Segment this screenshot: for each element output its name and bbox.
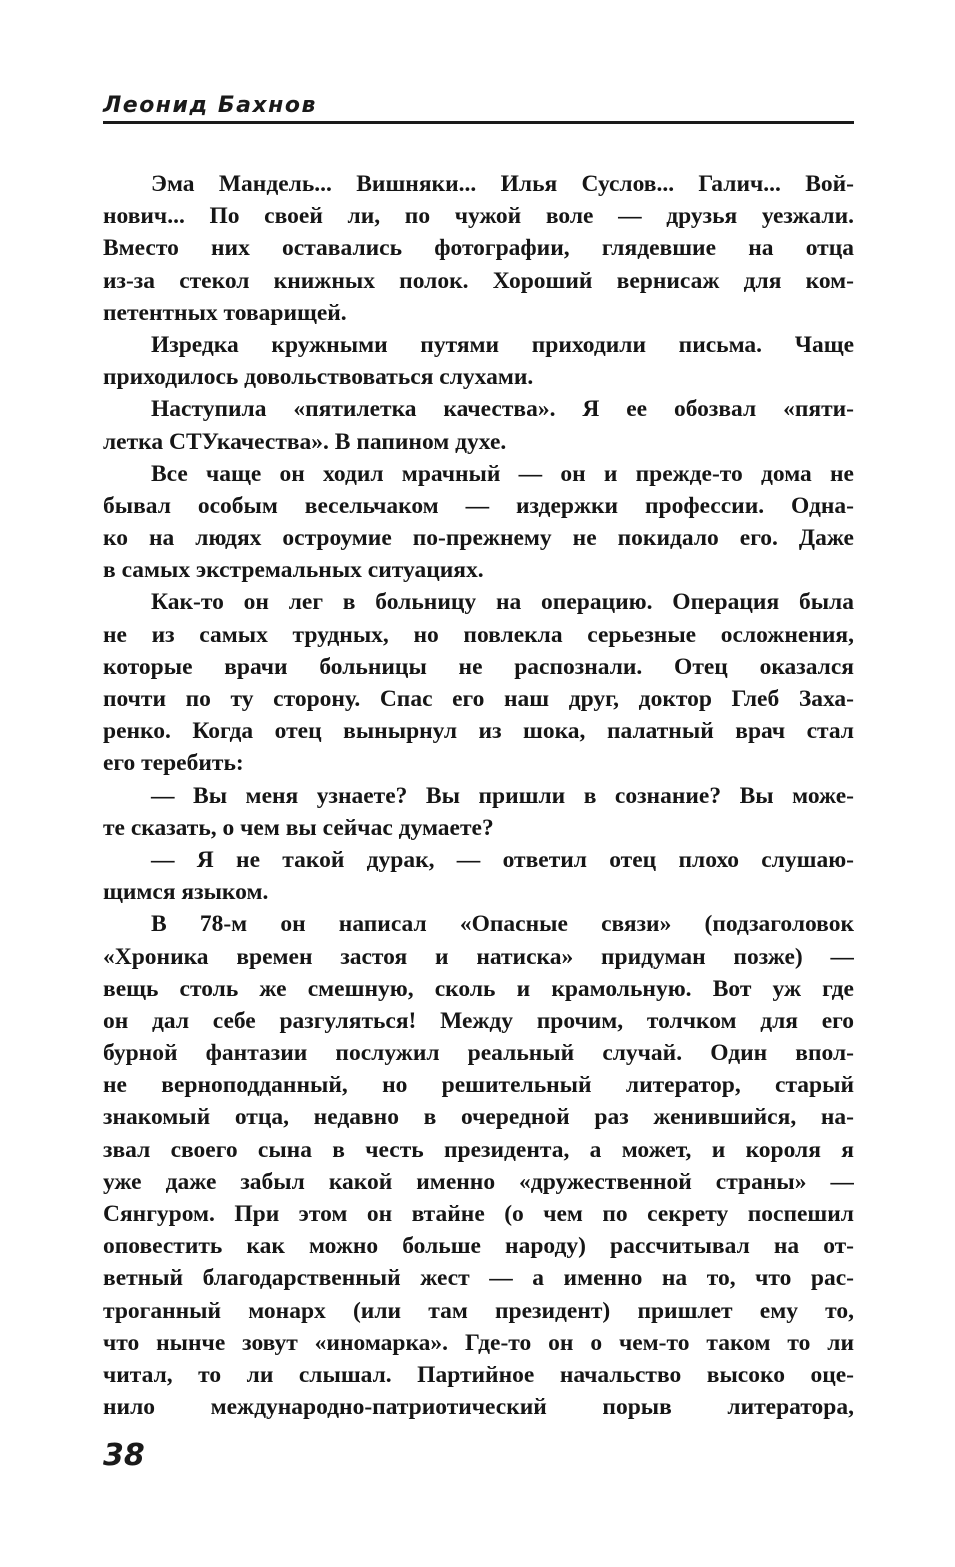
text-line: Вместо них оставались фотографии, глядевшие на отца <box>103 235 854 262</box>
text-line: Сянгуром. При этом он втайне (о чем по секрету поспешил <box>103 1201 854 1227</box>
running-head-author: Леонид Бахнов <box>103 93 317 118</box>
text-line: те сказать, о чем вы сейчас думаете? <box>103 814 494 841</box>
text-line: читал, то ли слышал. Партийное начальство высоко оце- <box>103 1361 854 1388</box>
text-line: ренко. Когда отец вынырнул из шока, палатный врач стал <box>103 718 854 745</box>
text-line: что нынче зовут «иномарка». Где-то он о чем-то таком то ли <box>103 1329 854 1356</box>
text-line: В 78-м он написал «Опасные связи» (подзаголовок <box>151 911 854 938</box>
text-line: «Хроника времен застоя и натиска» придуман позже) — <box>103 943 854 970</box>
text-line: — Вы меня узнаете? Вы пришли в сознание? Вы може- <box>151 782 854 809</box>
text-line: почти по ту сторону. Спас его наш друг, доктор Глеб Заха- <box>103 686 854 712</box>
page-number: 38 <box>103 1438 145 1473</box>
text-line: Все чаще он ходил мрачный — он и прежде-то дома не <box>151 460 854 487</box>
text-line: в самых экстремальных ситуациях. <box>103 557 484 584</box>
text-line: Как-то он лег в больницу на операцию. Операция была <box>151 589 854 616</box>
text-line: — Я не такой дурак, — ответил отец плохо слушаю- <box>151 846 854 873</box>
text-line: звал своего сына в честь президента, а может, и короля я <box>103 1136 854 1163</box>
text-line: Наступила «пятилетка качества». Я ее обозвал «пяти- <box>151 396 854 423</box>
header-rule <box>103 121 854 124</box>
text-line: которые врачи больницы не распознали. Отец оказался <box>103 653 854 680</box>
text-line: троганный монарх (или там президент) пришлет ему то, <box>103 1297 854 1324</box>
text-line: приходилось довольствоваться слухами. <box>103 364 534 391</box>
text-line: не из самых трудных, но повлекла серьезные осложнения, <box>103 621 854 648</box>
text-line: нович... По своей ли, по чужой воле — друзья уезжали. <box>103 203 854 230</box>
text-line: щимся языком. <box>103 879 269 906</box>
text-line: ко на людях остроумие по-прежнему не покидало его. Даже <box>103 525 854 552</box>
text-line: вещь столь же смешную, сколь и крамольную. Вот уж где <box>103 975 854 1002</box>
text-line: уже даже забыл какой именно «дружественной страны» — <box>103 1168 854 1195</box>
text-line: петентных товарищей. <box>103 299 347 326</box>
text-line: его теребить: <box>103 750 244 777</box>
text-line: бурной фантазии послужил реальный случай. Один впол- <box>103 1040 854 1067</box>
text-line: бывал особым весельчаком — издержки профессии. Одна- <box>103 492 854 519</box>
text-line: оповестить как можно больше народу) рассчитывал на от- <box>103 1233 854 1260</box>
body-text <box>103 168 854 1423</box>
text-line: Эма Мандель... Вишняки... Илья Суслов... Галич... Вой- <box>151 171 854 197</box>
text-line: знакомый отца, недавно в очередной раз женившийся, на- <box>103 1104 854 1131</box>
text-line: из-за стекол книжных полок. Хороший вернисаж для ком- <box>103 267 854 294</box>
text-line: он дал себе разгуляться! Между прочим, толчком для его <box>103 1007 854 1034</box>
text-line: нило международно-патриотический порыв литератора, <box>103 1394 854 1421</box>
text-line: Изредка кружными путями приходили письма. Чаще <box>151 331 854 358</box>
text-line: ветный благодарственный жест — а именно на то, что рас- <box>103 1265 854 1292</box>
text-line: не верноподданный, но решительный литератор, старый <box>103 1072 854 1099</box>
text-line: летка СТУкачества». В папином духе. <box>103 428 507 455</box>
